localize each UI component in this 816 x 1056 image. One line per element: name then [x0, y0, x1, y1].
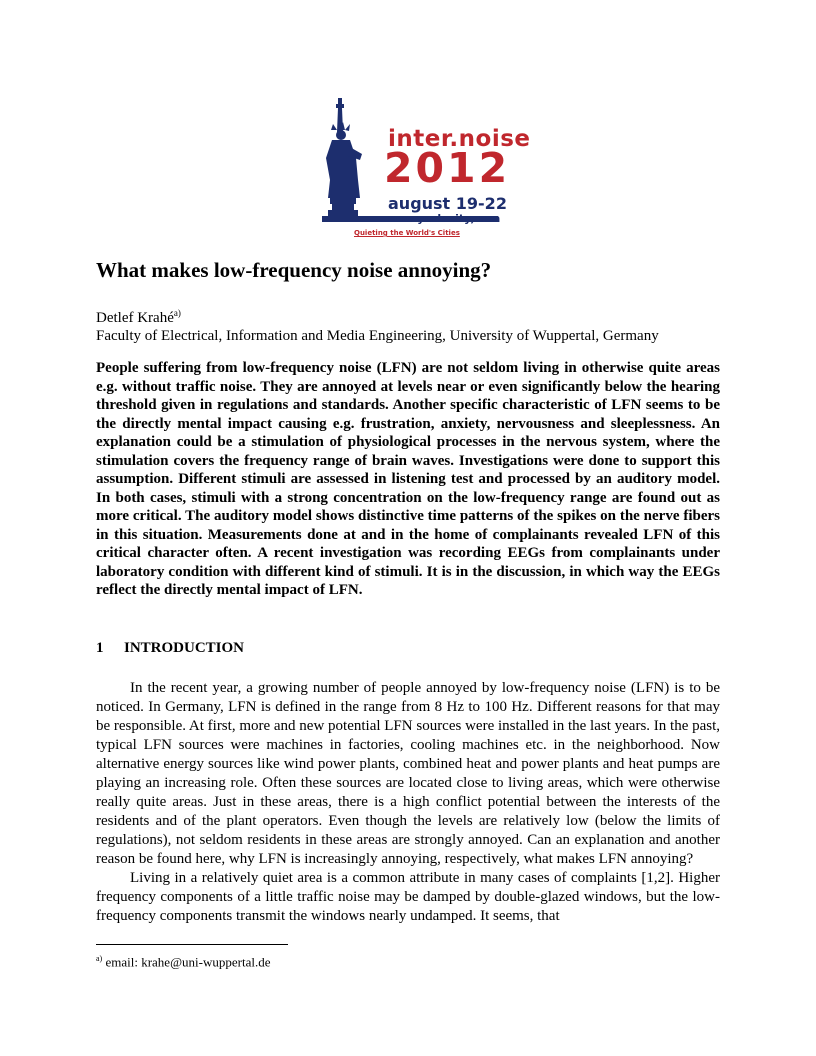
author-footnote-mark: a) [173, 308, 181, 318]
section-number: 1 [96, 640, 104, 656]
logo-tagline: Quieting the World's Cities [354, 229, 460, 237]
footnote-divider [96, 944, 288, 945]
section-heading [96, 640, 244, 657]
paragraph: Living in a relatively quiet area is a common attribute in many cases of complaints [1,2]. Higher frequency components of a little traffic noise may be damped by double-glazed windows, but the low-frequency components transmit the windows nearly undamped. It seems, that [96, 870, 720, 924]
abstract: People suffering from low-frequency noise (LFN) are not seldom living in otherwise quite areas e.g. without traffic noise. They are annoyed at levels near or even significantly below the hearing threshold given in regulations and standards. Another specific characteristic of LFN seems to be the directly mental impact causing e.g. frustration, anxiety, nervousness and sleeplessness. An explanation could be a stimulation of physiological processes in the nervous system, where the stimulation covers the frequency range of brain waves. Investigations were done to support this assumption. Different stimuli are assessed in listening test and processed by an auditory model. In both cases, stimuli with a strong concentration on the low-frequency range are found out as more critical. The auditory model shows distinctive time patterns of the spikes on the nerve fibers in this situation. Measurements done at and in the home of complainants revealed LFN of this critical character often. A recent investigation was recording EEGs from complainants under laboratory condition with different kind of stimuli. It is in the discussion, in which way the EEGs reflect the directly mental impact of LFN. [96, 360, 720, 598]
section-body [96, 679, 720, 926]
author-name: Detlef Krahé [96, 310, 174, 326]
logo-name: inter.noise [388, 126, 531, 152]
logo-location: new york city, usa [388, 212, 501, 225]
logo-dates: august 19-22 [388, 194, 507, 213]
conference-logo [318, 98, 531, 240]
author-line [96, 308, 181, 327]
logo-year: 2012 [384, 144, 511, 192]
footnote-text: email: krahe@uni-wuppertal.de [105, 954, 271, 970]
footnote [96, 954, 271, 970]
paper-title: What makes low-frequency noise annoying? [96, 258, 492, 282]
affiliation: Faculty of Electrical, Information and Media Engineering, University of Wuppertal, Germany [96, 328, 659, 344]
paragraph: In the recent year, a growing number of people annoyed by low-frequency noise (LFN) is to be noticed. In Germany, LFN is defined in the range from 8 Hz to 100 Hz. Different reasons for that may be responsible. At first, more and new potential LFN sources were installed in the last years. In the past, typical LFN sources were machines in factories, cooling machines etc. in the neighborhood. Now alternative energy sources like wind power plants, combined heat and power plants and heat pumps are playing an increasing role. Often these sources are located close to living areas, which were otherwise really quite areas. Just in these areas, there is a high conflict potential between the interests of the residents and of the plant operators. Even though the levels are relatively low (below the limits of regulations), not seldom residents in these areas are strongly annoyed. Can an explanation and another reason be found here, why LFN is increasingly annoying, respectively, what makes LFN annoying? [96, 680, 721, 867]
footnote-mark: a) [96, 954, 103, 963]
section-title: INTRODUCTION [124, 640, 245, 656]
